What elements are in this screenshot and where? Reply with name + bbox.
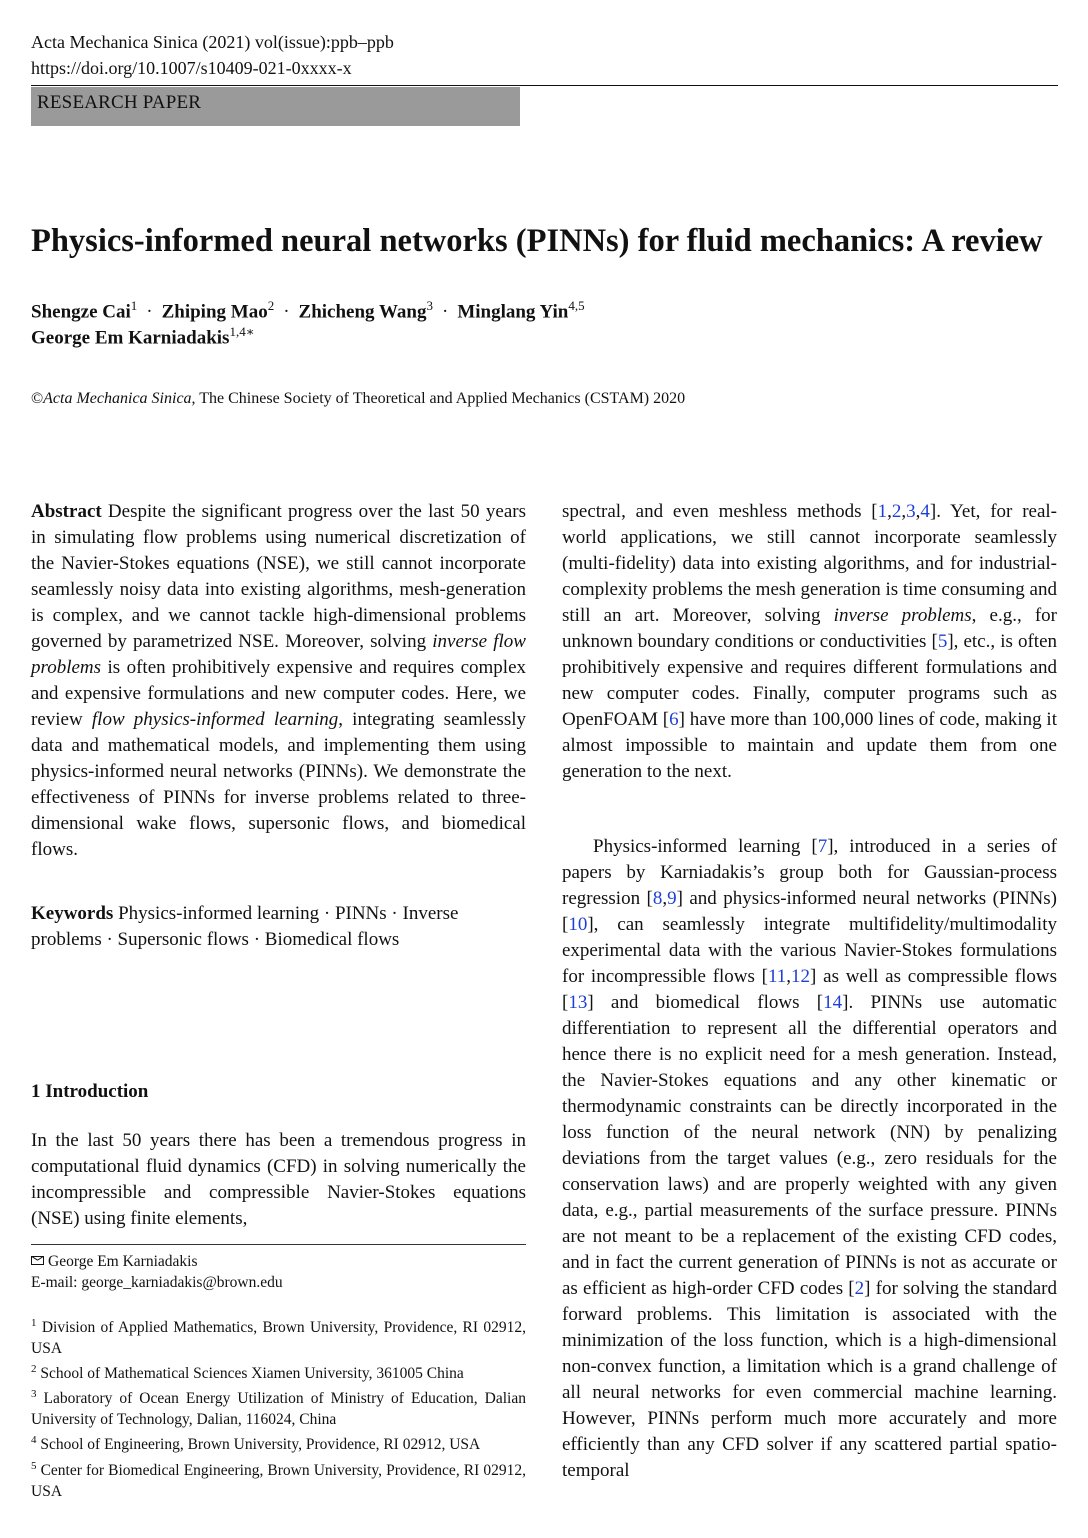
affiliation-item: $^1$ Division of Applied Mathematics, Brown University, Providence, RI 02912, USA <box>31 1317 526 1358</box>
keywords-label: Keywords <box>31 903 114 924</box>
corresponding-email: E-mail: george_karniadakis@brown.edu <box>31 1274 283 1291</box>
author-affil: 4,5 <box>568 298 585 313</box>
citation-link[interactable]: 14 <box>823 992 843 1013</box>
citation-link[interactable]: 11 <box>768 966 787 987</box>
copyright-symbol: © <box>31 390 44 407</box>
author-separator: · <box>283 301 290 323</box>
author-name: Shengze Cai <box>31 301 131 323</box>
author-name: Zhicheng Wang <box>298 301 427 323</box>
author-line-2 <box>31 320 255 350</box>
header-rule <box>31 85 1058 86</box>
copyright-text: , The Chinese Society of Theoretical and Applied Mechanics (CSTAM) 2020 <box>191 390 686 407</box>
right-paragraph-2-block <box>562 834 1057 1484</box>
body-paragraph: spectral, and even meshless methods [1,2,3,4]. Yet, for real-world applications, we still cannot incorporate seamlessly (multi-fidelity) data into existing algorithms, and for industrial-complexity problems the mesh generation is time consuming and still an art. Moreover, solving inverse problems, e.g., for unknown boundary conditions or conductivities [5], etc., is often prohibitively expensive and requires different formulations and new computer codes. Finally, computer programs such as OpenFOAM [6] have more than 100,000 lines of code, making it almost impossible to maintain and update them from one generation to the next. <box>562 501 1057 782</box>
keywords-block <box>31 901 526 953</box>
affiliations-block <box>31 1313 526 1502</box>
citation-link[interactable]: 6 <box>669 709 679 730</box>
corresponding-author-name: George Em Karniadakis <box>48 1253 198 1270</box>
author-name: Minglang Yin <box>457 301 569 323</box>
citation-link[interactable]: 12 <box>791 966 811 987</box>
author-name: Zhiping Mao <box>161 301 268 323</box>
affiliation-item: $^3$ Laboratory of Ocean Energy Utilization of Ministry of Education, Dalian University of Technology, Dalian, 116024, China <box>31 1388 526 1429</box>
citation-link[interactable]: 4 <box>920 501 930 522</box>
citation-link[interactable]: 5 <box>937 631 948 652</box>
author-separator: · <box>441 301 449 323</box>
abstract-paragraph: Abstract Despite the significant progress over the last 50 years in simulating flow problems using numerical discretization of the Navier-Stokes equations (NSE), we still cannot incorporate seamlessly noisy data into existing algorithms, mesh-generation is complex, and we cannot tackle high-dimensional problems governed by parametrized NSE. Moreover, solving inverse flow problems is often prohibitively expensive and requires complex and expensive formulations and new computer codes. Here, we review flow physics-informed learning, integrating seamlessly data and mathematical models, and implementing them using physics-informed neural networks (PINNs). We demonstrate the effectiveness of PINNs for inverse problems related to three-dimensional wake flows, supersonic flows, and biomedical flows. <box>31 501 526 860</box>
right-paragraph-1-block <box>562 499 1057 785</box>
author-affil: 2 <box>267 298 275 313</box>
affiliation-item: $^2$ School of Mathematical Sciences Xiamen University, 361005 China <box>31 1363 464 1383</box>
envelope-icon <box>31 1256 44 1265</box>
copyright-line <box>31 388 685 410</box>
abstract-label: Abstract <box>31 501 102 522</box>
citation-link[interactable]: 9 <box>667 888 677 909</box>
body-paragraph: Physics-informed learning [7], introduced in a series of papers by Karniadakis’s group both for Gaussian-process regression [8,9] and physics-informed neural networks (PINNs) [10], can seamlessly integrate multifidelity/multimodality experimental data with the various Navier-Stokes formulations for incompressible flows [11,12] as well as compressible flows [13] and biomedical flows [14]. PINNs use automatic differentiation to represent all the differential operators and hence there is no explicit need for a mesh generation. Instead, the Navier-Stokes equations and any other kinematic or thermodynamic constraints can be directly incorporated in the loss function of the neural network (NN) by penalizing deviations from the target values (e.g., zero residuals for the conservation laws) and are properly weighted with any given data, e.g., partial measurements of the surface pressure. PINNs are not meant to be a replacement of the existing CFD codes, and in fact the current generation of PINNs is not as accurate or as efficient as high-order CFD codes [2] for solving the standard forward problems. This limitation is associated with the minimization of the loss function, which is a high-dimensional non-convex function, a limitation which is a grand challenge of all neural networks for even commercial machine learning. However, PINNs perform much more accurately and more efficiently than any CFD solver if any scattered partial spatio-temporal <box>562 836 1058 1481</box>
section-heading-introduction: 1 Introduction <box>31 1081 149 1102</box>
citation-link[interactable]: 2 <box>891 501 902 522</box>
citation-link[interactable]: 13 <box>568 992 588 1013</box>
footnote-rule <box>31 1244 526 1245</box>
citation-link[interactable]: 2 <box>854 1278 865 1299</box>
corresponding-author-note <box>31 1251 526 1293</box>
author-affil: 3 <box>426 298 433 313</box>
intro-paragraph-block <box>31 1128 526 1232</box>
intro-paragraph: In the last 50 years there has been a tremendous progress in computational fluid dynamics (CFD) in solving numerically the incompressible and compressible Navier-Stokes equations (NSE) using finite elements, <box>31 1130 526 1229</box>
article-type-banner: RESEARCH PAPER <box>31 87 520 126</box>
citation-link[interactable]: 3 <box>906 501 916 522</box>
author-name: George Em Karniadakis <box>31 327 230 349</box>
citation-link[interactable]: 1 <box>877 501 888 522</box>
author-affil: 1 <box>130 298 138 313</box>
affiliation-item: $^5$ Center for Biomedical Engineering, Brown University, Providence, RI 02912, USA <box>31 1459 526 1500</box>
paper-title: Physics-informed neural networks (PINNs) for fluid mechanics: A review <box>31 223 1043 259</box>
citation-link[interactable]: 10 <box>568 914 588 935</box>
copyright-journal: Acta Mechanica Sinica <box>43 390 192 407</box>
doi-line: https://doi.org/10.1007/s10409-021-0xxxx-x <box>31 58 352 78</box>
journal-citation: Acta Mechanica Sinica (2021) vol(issue):ppb–ppb <box>31 32 394 52</box>
affiliation-item: $^4$ School of Engineering, Brown University, Providence, RI 02912, USA <box>31 1434 481 1454</box>
abstract-block <box>31 499 526 863</box>
citation-link[interactable]: 8 <box>652 888 663 909</box>
keywords-text: Physics-informed learning · PINNs · Inverse problems · Supersonic flows · Biomedical flows <box>31 903 459 950</box>
author-separator: · <box>146 301 153 323</box>
author-affil: 1,4∗ <box>229 324 255 339</box>
keywords-paragraph <box>31 901 526 953</box>
citation-link[interactable]: 7 <box>817 836 828 857</box>
